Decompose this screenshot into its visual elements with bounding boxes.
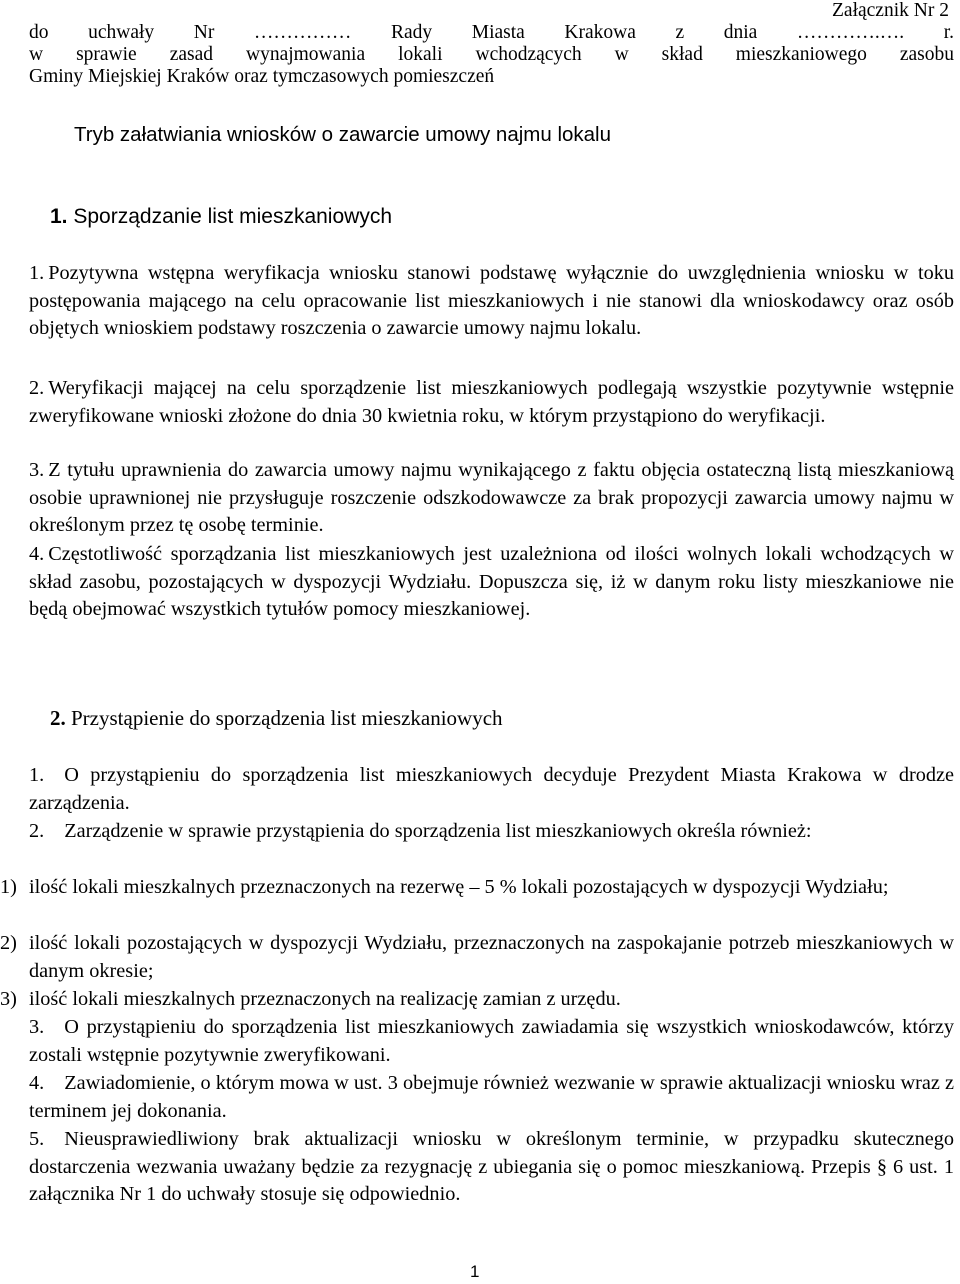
section-1-paragraph-2: 2. Weryfikacji mającej na celu sporządzenie list mieszkaniowych podlegają wszystkie pozytywnie wstępnie zweryfikowane wnioski złożone do dnia 30 kwietnia roku, w którym przystąpiono do weryfikacji. — [29, 377, 954, 427]
section-2-paragraph-4: 4. Zawiadomienie, o którym mowa w ust. 3 obejmuje również wezwanie w sprawie aktualizacji wniosku wraz z terminem jej dokonania. — [29, 1072, 954, 1122]
section-2-number: 2. — [50, 706, 66, 730]
page-number: 1 — [470, 1262, 480, 1281]
list-item-1: 1) ilość lokali mieszkalnych przeznaczonych na rezerwę – 5 % lokali pozostających w dyspozycji Wydziału; — [0, 876, 889, 898]
section-2-paragraph-3: 3. O przystąpieniu do sporządzenia list mieszkaniowych zawiadamia się wszystkich wnioskodawców, którzy zostali wstępnie pozytywnie zweryfikowani. — [29, 1016, 954, 1066]
document-title: Tryb załatwiania wniosków o zawarcie umowy najmu lokalu — [74, 123, 612, 146]
section-2-paragraph-2: 2. Zarządzenie w sprawie przystąpienia do sporządzenia list mieszkaniowych określa również: — [29, 820, 812, 842]
list-item-3: 3) ilość lokali mieszkalnych przeznaczonych na realizację zamian z urzędu. — [0, 988, 621, 1010]
section-1-heading — [50, 205, 392, 229]
section-1-paragraph-1: 1. Pozytywna wstępna weryfikacja wniosku stanowi podstawę wyłącznie do uwzględnienia wniosku w toku postępowania mającego na celu opracowanie list mieszkaniowych i nie stanowi dla wnioskodawcy oraz osób objętych wnioskiem podstawy roszczenia o zawarcie umowy najmu lokalu. — [29, 262, 954, 339]
section-1-title: Sporządzanie list mieszkaniowych — [73, 205, 392, 228]
resolution-line: do uchwały Nr …………… Rady Miasta Krakowa z dnia ………….…. r. — [29, 22, 954, 43]
section-2-paragraph-1: 1. O przystąpieniu do sporządzenia list mieszkaniowych decyduje Prezydent Miasta Krakowa w drodze zarządzenia. — [29, 764, 954, 814]
section-1-paragraph-3: 3. Z tytułu uprawnienia do zawarcia umowy najmu wynikającego z faktu objęcia ostateczną listą mieszkaniową osobie uprawnionej nie przysługuje roszczenie odszkodowawcze za brak propozycji zawarcia umowy najmu w określonym przez tę osobę terminie. — [29, 459, 954, 536]
list-item-2: 2) ilość lokali pozostających w dyspozycji Wydziału, przeznaczonych na zaspokajanie potrzeb mieszkaniowych w danym okresie; — [0, 932, 954, 982]
attachment-label: Załącznik Nr 2 — [832, 0, 949, 21]
section-2-title: Przystąpienie do sporządzenia list mieszkaniowych — [71, 706, 503, 730]
subject-line-1: w sprawie zasad wynajmowania lokali wchodzących w skład mieszkaniowego zasobu — [29, 44, 954, 65]
section-2-heading — [50, 706, 503, 731]
section-1-number: 1. — [50, 205, 68, 228]
section-2-paragraph-5: 5. Nieusprawiedliwiony brak aktualizacji wniosku w określonym terminie, w przypadku skutecznego dostarczenia wezwania uważany będzie za rezygnację z ubiegania się o pomoc mieszkaniową. Przepis § 6 ust. 1 załącznika Nr 1 do uchwały stosuje się odpowiednio. — [29, 1128, 954, 1205]
section-1-paragraph-4: 4. Częstotliwość sporządzania list mieszkaniowych jest uzależniona od ilości wolnych lokali wchodzących w skład zasobu, pozostających w dyspozycji Wydziału. Dopuszcza się, iż w danym roku listy mieszkaniowe nie będą obejmować wszystkich tytułów pomocy mieszkaniowej. — [29, 543, 954, 620]
subject-line-2: Gminy Miejskiej Kraków oraz tymczasowych pomieszczeń — [29, 66, 495, 87]
